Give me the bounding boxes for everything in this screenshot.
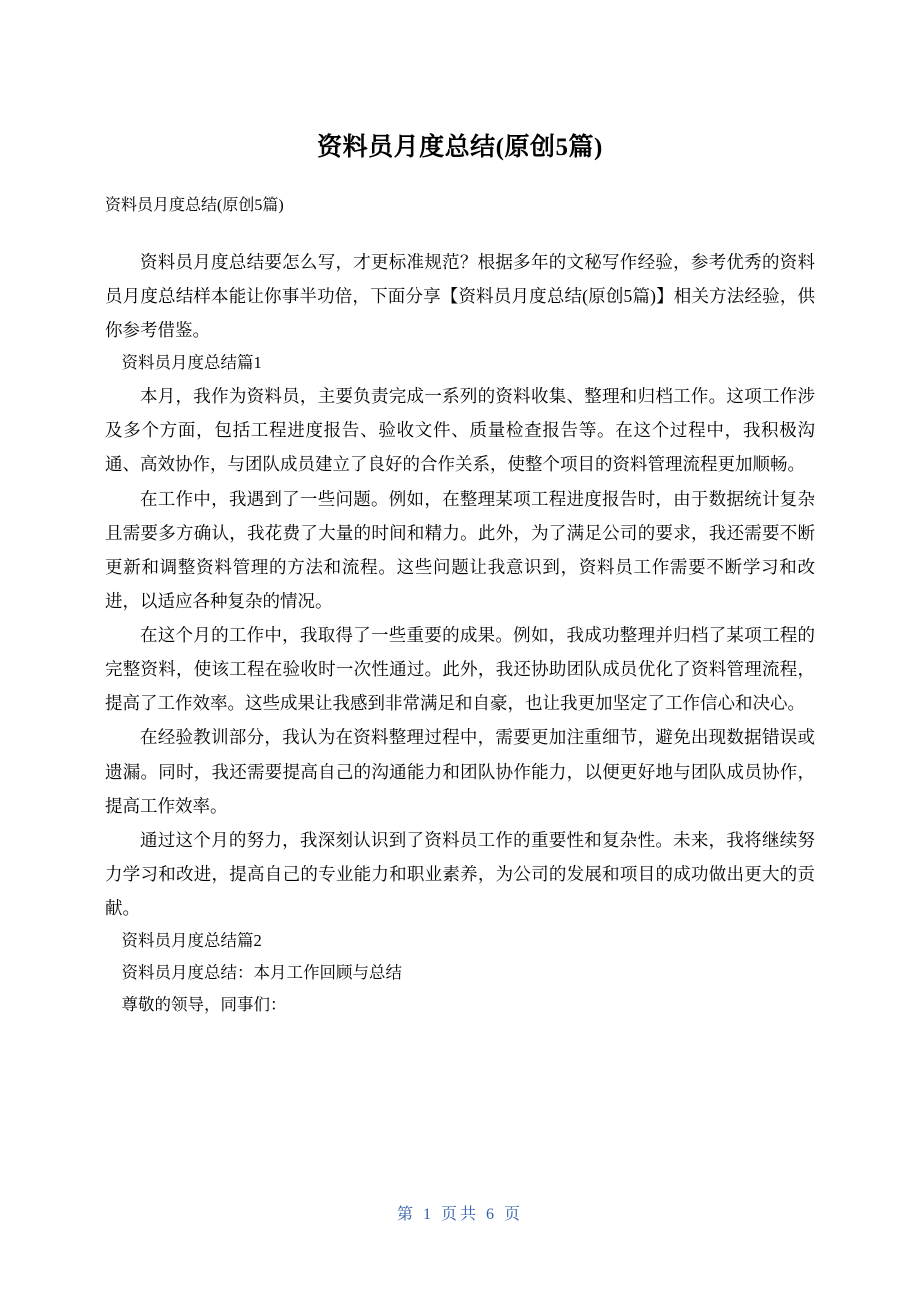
paragraph-body-1: 本月，我作为资料员，主要负责完成一系列的资料收集、整理和归档工作。这项工作涉及多个方面，包括工程进度报告、验收文件、质量检查报告等。在这个过程中，我积极沟通、高效协作，与团队成员建立了良好的合作关系，使整个项目的资料管理流程更加顺畅。 — [105, 386, 815, 475]
paragraph-body-3: 在这个月的工作中，我取得了一些重要的成果。例如，我成功整理并归档了某项工程的完整资料，使该工程在验收时一次性通过。此外，我还协助团队成员优化了资料管理流程，提高了工作效率。这些成果让我感到非常满足和自豪，也让我更加坚定了工作信心和决心。 — [105, 625, 815, 714]
paragraph-body-7: 尊敬的领导，同事们： — [121, 995, 287, 1015]
footer-total-pages: 6 — [486, 1206, 497, 1223]
paragraph-body-2: 在工作中，我遇到了一些问题。例如，在整理某项工程进度报告时，由于数据统计复杂且需要多方确认，我花费了大量的时间和精力。此外，为了满足公司的要求，我还需要不断更新和调整资料管理的方法和流程。这些问题让我意识到，资料员工作需要不断学习和改进，以适应各种复杂的情况。 — [105, 488, 815, 611]
paragraph-body-6: 资料员月度总结：本月工作回顾与总结 — [121, 963, 402, 983]
section-heading-1: 资料员月度总结篇1 — [121, 352, 262, 372]
paragraph-intro: 资料员月度总结要怎么写，才更标准规范？根据多年的文秘写作经验，参考优秀的资料员月度总结样本能让你事半功倍，下面分享【资料员月度总结(原创5篇)】相关方法经验，供你参考借鉴。 — [105, 251, 815, 340]
title-spacer — [105, 219, 815, 245]
paragraph-body-5: 通过这个月的努力，我深刻认识到了资料员工作的重要性和复杂性。未来，我将继续努力学习和改进，提高自己的专业能力和职业素养，为公司的发展和项目的成功做出更大的贡献。 — [105, 829, 815, 919]
paragraph-body-4: 在经验教训部分，我认为在资料整理过程中，需要更加注重细节，避免出现数据错误或遗漏。同时，我还需要提高自己的沟通能力和团队协作能力，以便更好地与团队成员协作，提高工作效率。 — [105, 727, 815, 816]
page-title: 资料员月度总结(原创5篇) — [317, 134, 603, 161]
footer-middle: 页共 — [440, 1206, 479, 1223]
page-footer — [0, 1201, 920, 1224]
footer-suffix: 页 — [504, 1206, 524, 1223]
document-subtitle: 资料员月度总结(原创5篇) — [105, 197, 284, 214]
section-heading-2: 资料员月度总结篇2 — [121, 931, 262, 951]
footer-prefix: 第 — [396, 1206, 416, 1223]
footer-current-page: 1 — [422, 1206, 434, 1223]
